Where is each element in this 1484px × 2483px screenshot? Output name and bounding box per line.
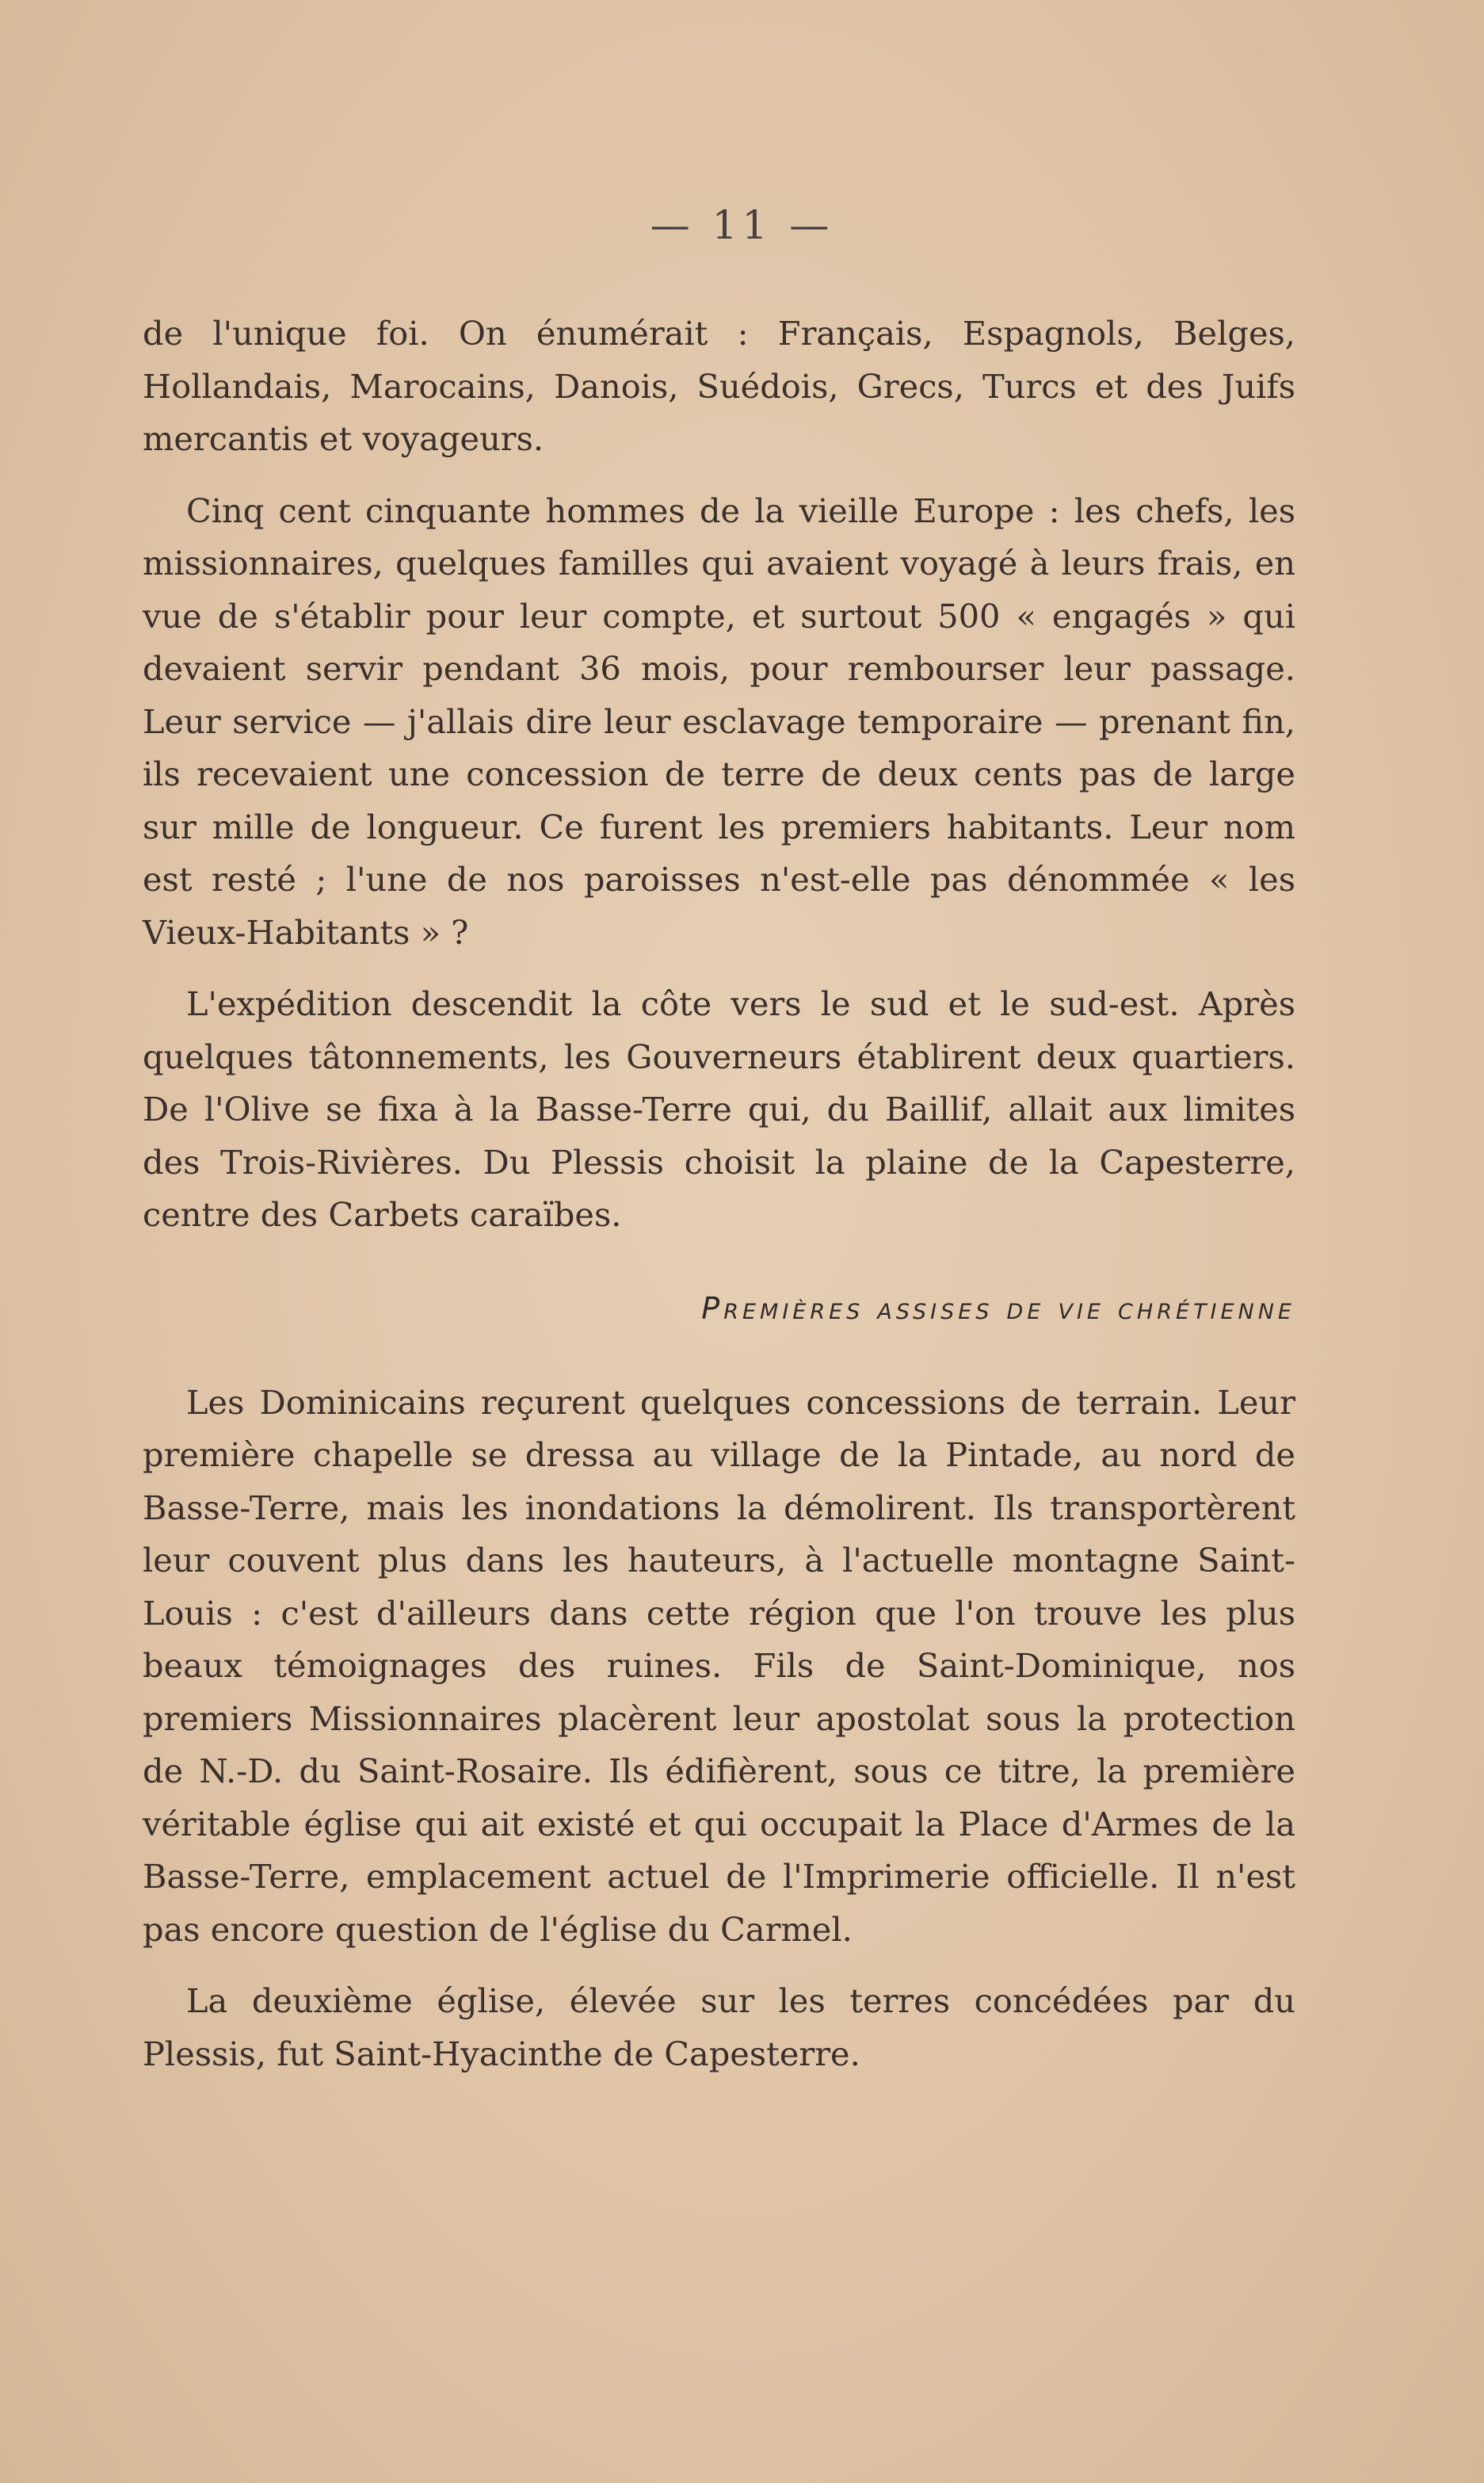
section-heading: Premières assises de vie chrétienne bbox=[701, 1290, 1295, 1326]
paragraph-expedition: L'expédition descendit la côte vers le sud et le sud-est. Après quelques tâtonnements, les Gouverneurs établirent deux quartiers. De l'Olive se fixa à la Basse-Terre qui, du Baillif, allait aux limites des Trois-Rivières. Du Plessis choisit la plaine de la Capesterre, centre des Carbets caraïbes. bbox=[143, 984, 1295, 1234]
paragraph-second-church: La deuxième église, élevée sur les terres concédées par du Plessis, fut Saint-Hyacinthe de Capesterre. bbox=[143, 1981, 1295, 2073]
paragraph-settlers: Cinq cent cinquante hommes de la vieille Europe : les chefs, les missionnaires, quelques familles qui avaient voyagé à leurs frais, en vue de s'établir pour leur compte, et surtout 500 « engagés » qui devaient servir pendant 36 mois, pour rembourser leur passage. Leur service — j'allais dire leur esclavage temporaire — prenant fin, ils recevaient une concession de terre de deux cents pas de large sur mille de longueur. Ce furent les premiers habitants. Leur nom est resté ; l'une de nos paroisses n'est-elle pas dénommée « les Vieux-Habitants » ? bbox=[143, 491, 1295, 952]
paragraph-dominicans: Les Dominicains reçurent quelques concessions de terrain. Leur première chapelle se dressa au village de la Pintade, au nord de Basse-Terre, mais les inondations la démolirent. Ils transportèrent leur couvent plus dans les hauteurs, à l'actuelle montagne Saint-Louis : c'est d'ailleurs dans cette région que l'on trouve les plus beaux témoignages des ruines. Fils de Saint-Dominique, nos premiers Missionnaires placèrent leur apostolat sous la protection de N.-D. du Saint-Rosaire. Ils édifièrent, sous ce titre, la première véritable église qui ait existé et qui occupait la Place d'Armes de la Basse-Terre, emplacement actuel de l'Imprimerie officielle. Il n'est pas encore question de l'église du Carmel. bbox=[143, 1382, 1295, 1949]
paragraph-continued: de l'unique foi. On énumérait : Français, Espagnols, Belges, Hollandais, Marocains, Danois, Suédois, Grecs, Turcs et des Juifs mercantis et voyageurs. bbox=[143, 314, 1295, 458]
page-number: — 11 — bbox=[650, 202, 834, 248]
body-text bbox=[143, 308, 1295, 2099]
